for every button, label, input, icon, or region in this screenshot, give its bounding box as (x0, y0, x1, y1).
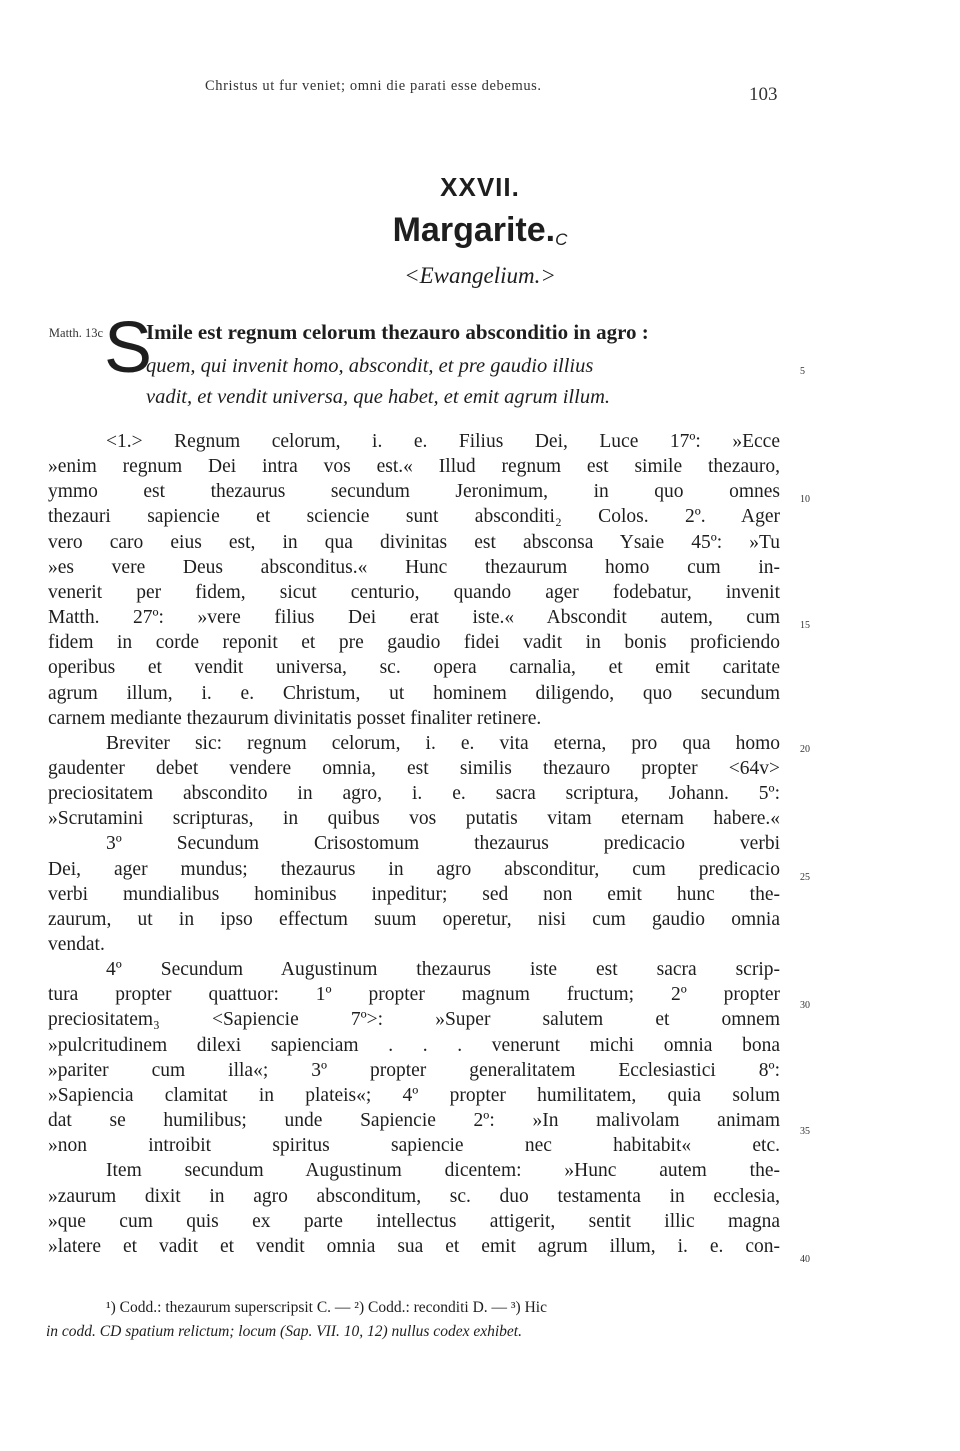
body-line: carnem mediante thezaurum divinitatis posset finaliter retinere. (48, 708, 542, 729)
body-line: verbi mundialibus hominibus inpeditur; sed non emit hunc the- (48, 884, 780, 905)
footnotes (46, 1296, 780, 1344)
line-number: 30 (800, 1000, 810, 1011)
line-number: 20 (800, 744, 810, 755)
body-line: vendat. (48, 934, 105, 955)
chapter-number: XXVII. (440, 172, 520, 202)
body-line: preciositatem₃ <Sapiencie 7º>: »Super salutem et omnem (48, 1009, 780, 1030)
body-line: tura propter quattuor: 1º propter magnum fructum; 2º propter (48, 984, 780, 1005)
body-line: venerit per fidem, sicut centurio, quando ager fodebatur, invenit (48, 582, 780, 603)
body-line: »es vere Deus absconditus.« Hunc thezaurum homo cum in- (48, 557, 780, 578)
body-line: »pariter cum illa«; 3º propter generalitatem Ecclesiastici 8º: (48, 1060, 780, 1081)
running-head: Christus ut fur veniet; omni die parati esse debemus. (205, 78, 542, 94)
body-line: preciositatem abscondito in agro, i. e. sacra scriptura, Johann. 5º: (48, 783, 780, 804)
body-line: zaurum, ut in ipso effectum suum operetur, nisi cum gaudio omnia (48, 909, 780, 930)
body-line: »non introibit spiritus sapiencie nec habitabit« etc. (48, 1135, 780, 1156)
verse-line: vadit, et vendit universa, que habet, et emit agrum illum. (146, 386, 611, 408)
drop-cap: S (104, 308, 153, 388)
body-line: »zaurum dixit in agro absconditum, sc. duo testamenta in ecclesia, (48, 1186, 780, 1207)
body-line: 4º Secundum Augustinum thezaurus iste est sacra scrip- (106, 959, 780, 980)
verse-line: quem, qui invenit homo, abscondit, et pre gaudio illius (146, 355, 594, 377)
body-line: »enim regnum Dei intra vos est.« Illud regnum est simile thezauro, (48, 456, 780, 477)
body-line: »latere et vadit et vendit omnia sua et emit agrum illum, i. e. con- (48, 1236, 780, 1257)
page-number: 103 (749, 84, 778, 105)
body-line: »Sapiencia clamitat in plateis«; 4º propter humilitatem, quia solum (48, 1085, 780, 1106)
body-line: 3º Secundum Crisostomum thezaurus predicacio verbi (106, 833, 780, 854)
line-number: 10 (800, 494, 810, 505)
body-line: Breviter sic: regnum celorum, i. e. vita eterna, pro qua homo (106, 733, 780, 754)
body-line: vero caro eius est, in qua divinitas est absconsa Ysaie 45º: »Tu (48, 532, 780, 553)
chapter-title-sigil: C (555, 230, 568, 249)
body-line: Item secundum Augustinum dicentem: »Hunc autem the- (106, 1160, 780, 1181)
margin-reference: Matth. 13c (48, 326, 104, 340)
body-line: »pulcritudinem dilexi sapienciam . . . venerunt michi omnia bona (48, 1035, 780, 1056)
body-line: <1.> Regnum celorum, i. e. Filius Dei, Luce 17º: »Ecce (106, 431, 780, 452)
body-line: agrum illum, i. e. Christum, ut hominem diligendo, quo secundum (48, 683, 780, 704)
body-line: fidem in corde reponit et pre gaudio fidei vadit in bonis proficiendo (48, 632, 780, 653)
body-line: Dei, ager mundus; thezaurus in agro absconditur, cum predicacio (48, 859, 780, 880)
verse-line: Imile est regnum celorum thezauro absconditio in agro : (146, 320, 649, 344)
body-line: operibus et vendit universa, sc. opera carnalia, et emit caritate (48, 657, 780, 678)
body-line: thezauri sapiencie et sciencie sunt absconditi₂ Colos. 2º. Ager (48, 506, 780, 527)
line-number: 35 (800, 1126, 810, 1137)
line-number: 5 (800, 366, 805, 377)
chapter-subtitle: <Ewangelium.> (404, 263, 556, 288)
body-line: »Scrutamini scripturas, in quibus vos putatis vitam eternam habere.« (48, 808, 780, 829)
body-line: ymmo est thezaurus secundum Jeronimum, in quo omnes (48, 481, 780, 502)
line-number: 40 (800, 1254, 810, 1265)
body-line: gaudenter debet vendere omnia, est similis thezauro propter <64v> (48, 758, 780, 779)
footnote-line: ¹) Codd.: thezaurum superscripsit C. — ²) Codd.: reconditi D. — ³) Hic (106, 1299, 547, 1316)
chapter-title-text: Margarite. (392, 211, 556, 249)
body-line: Matth. 27º: »vere filius Dei erat iste.« Abscondit autem, cum (48, 607, 780, 628)
chapter-title (0, 211, 960, 250)
line-number: 25 (800, 872, 810, 883)
line-number: 15 (800, 620, 810, 631)
footnote-line: in codd. CD spatium relictum; locum (Sap. VII. 10, 12) nullus codex exhibet. (46, 1323, 522, 1340)
body-line: dat se humilibus; unde Sapiencie 2º: »In malivolam animam (48, 1110, 780, 1131)
body-line: »que cum quis ex parte intellectus attigerit, sentit illic magna (48, 1211, 780, 1232)
